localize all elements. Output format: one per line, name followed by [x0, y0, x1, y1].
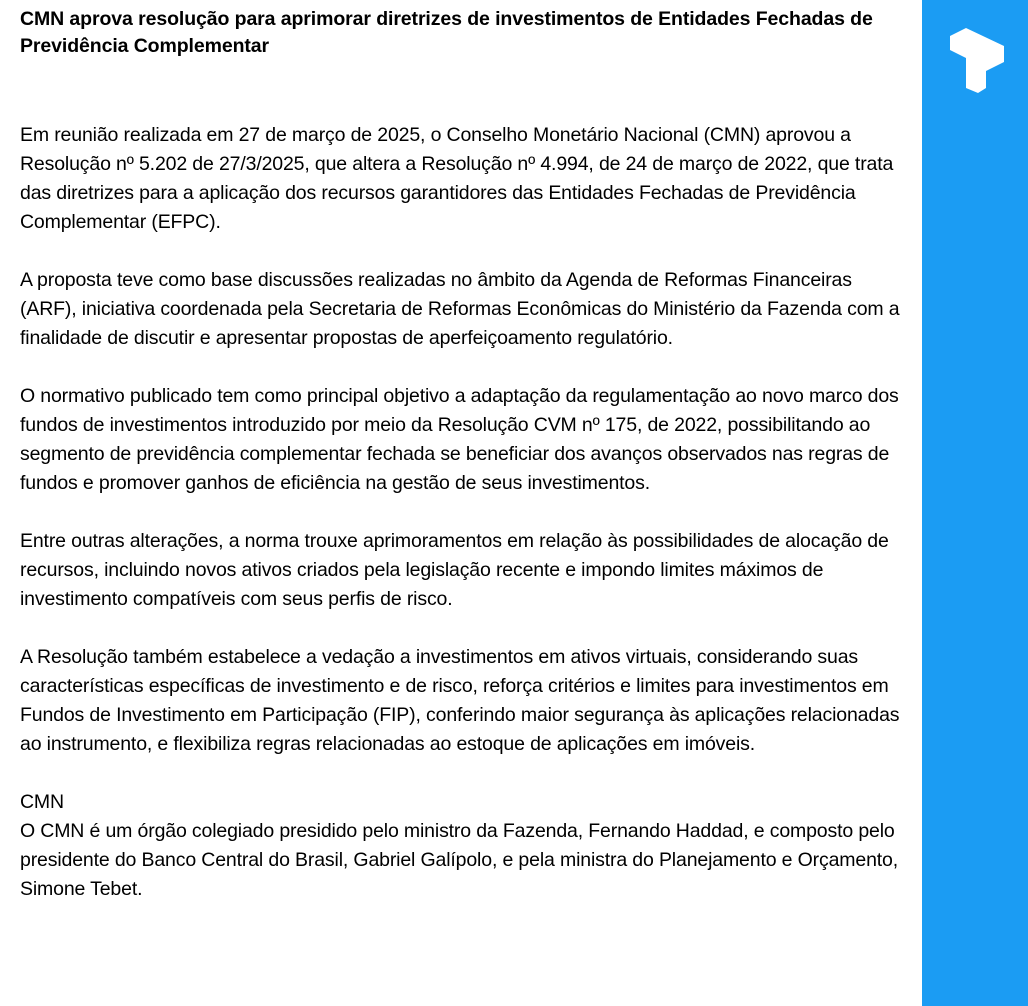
cmn-section-heading: CMN: [20, 791, 64, 813]
cmn-section-text: O CMN é um órgão colegiado presidido pelo ministro da Fazenda, Fernando Haddad, e composto pelo presidente do Banco Central do Brasil, Gabriel Galípolo, e pela ministra do Planejamento e Orçamento, Simone Tebet.: [20, 820, 899, 900]
article-body: [20, 121, 912, 904]
cmn-section: [20, 788, 912, 904]
paragraph-meeting: Em reunião realizada em 27 de março de 2025, o Conselho Monetário Nacional (CMN) aprovou a Resolução nº 5.202 de 27/3/2025, que altera a Resolução nº 4.994, de 24 de março de 2022, que trata das diretrizes para a aplicação dos recursos garantidores das Entidades Fechadas de Previdência Complementar (EFPC).: [20, 124, 894, 233]
article-title: CMN aprova resolução para aprimorar diretrizes de investimentos de Entidades Fechadas de Previdência Complementar: [20, 8, 873, 57]
paragraph-restrictions: A Resolução também estabelece a vedação a investimentos em ativos virtuais, considerando suas características específicas de investimento e de risco, reforça critérios e limites para investimentos em Fundos de Investimento em Participação (FIP), conferindo maior segurança às aplicações relacionadas ao instrumento, e flexibiliza regras relacionadas ao estoque de aplicações em imóveis.: [20, 646, 900, 755]
paragraph-proposal: A proposta teve como base discussões realizadas no âmbito da Agenda de Reformas Financeiras (ARF), iniciativa coordenada pela Secretaria de Reformas Econômicas do Ministério da Fazenda com a finalidade de discutir e apresentar propostas de aperfeiçoamento regulatório.: [20, 269, 900, 349]
brand-sidebar: [922, 0, 1028, 1006]
article: [20, 6, 912, 933]
t-shape-logo-icon: [944, 22, 1008, 94]
paragraph-changes: Entre outras alterações, a norma trouxe aprimoramentos em relação às possibilidades de alocação de recursos, incluindo novos ativos criados pela legislação recente e impondo limites máximos de investimento compatíveis com seus perfis de risco.: [20, 530, 889, 610]
paragraph-objective: O normativo publicado tem como principal objetivo a adaptação da regulamentação ao novo marco dos fundos de investimentos introduzido por meio da Resolução CVM nº 175, de 2022, possibilitando ao segmento de previdência complementar fechada se beneficiar dos avanços observados nas regras de fundos e promover ganhos de eficiência na gestão de seus investimentos.: [20, 385, 899, 494]
